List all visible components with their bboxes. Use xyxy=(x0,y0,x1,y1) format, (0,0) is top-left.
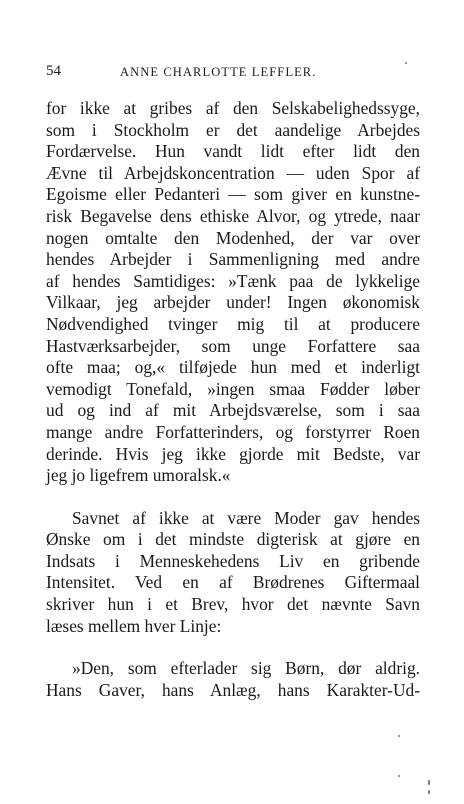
text-line: risk Begavelse dens ethiske Alvor, og ytrede, naar xyxy=(46,205,420,226)
text-line: derinde. Hvis jeg ikke gjorde mit Bedste, var xyxy=(46,443,420,464)
body-text xyxy=(46,98,420,701)
text-line: læses mellem hver Linje: xyxy=(46,615,222,636)
text-line: Fordærvelse. Hun vandt lidt efter lidt den xyxy=(46,141,420,162)
text-line: ud og ind af mit Arbejdsværelse, som i saa xyxy=(46,400,420,421)
text-line: Intensitet. Ved en af Brødrenes Giftermaal xyxy=(46,572,420,593)
text-line: jeg jo ligefrem umoralsk.« xyxy=(46,465,231,486)
running-head: ANNE CHARLOTTE LEFFLER. xyxy=(120,65,317,79)
paragraph xyxy=(46,508,420,638)
text-line: vemodigt Tonefald, »ingen smaa Fødder løber xyxy=(46,378,420,399)
text-line: Ævne til Arbejdskoncentration — uden Spor af xyxy=(46,162,420,183)
paper-speck xyxy=(428,790,430,794)
page-header xyxy=(46,62,420,84)
text-line: Hans Gaver, hans Anlæg, hans Karakter-Ud- xyxy=(46,679,420,700)
paper-speck xyxy=(405,62,407,64)
text-line: mange andre Forfatterinders, og forstyrrer Roen xyxy=(46,421,420,442)
paper-speck xyxy=(398,775,400,777)
paper-speck xyxy=(428,780,430,785)
text-line: Vilkaar, jeg arbejder under! Ingen økonomisk xyxy=(46,292,420,313)
text-line: hendes Arbejder i Sammenligning med andre xyxy=(46,249,420,270)
text-line: Hastværksarbejder, som unge Forfattere saa xyxy=(46,335,420,356)
text-line: Indsats i Menneskehedens Liv en gribende xyxy=(46,550,420,571)
text-line: som i Stockholm er det aandelige Arbejdes xyxy=(46,119,420,140)
page-number: 54 xyxy=(46,63,61,79)
text-line: skriver hun i et Brev, hvor det nævnte Savn xyxy=(46,594,420,615)
text-line: for ikke at gribes af den Selskabelighedssyge, xyxy=(46,98,420,118)
text-line: »Den, som efterlader sig Børn, dør aldrig. xyxy=(72,658,420,679)
text-line: ofte maa; og,« tilføjede hun med et inderligt xyxy=(46,357,420,378)
text-line: nogen omtalte den Modenhed, der var over xyxy=(46,227,420,248)
paragraph-gap xyxy=(46,487,420,508)
paragraph xyxy=(46,658,420,701)
text-line: Savnet af ikke at være Moder gav hendes xyxy=(72,507,420,528)
text-line: Ønske om i det mindste digterisk at gjøre en xyxy=(46,529,420,550)
paper-speck xyxy=(398,735,400,737)
paragraph-gap xyxy=(46,637,420,658)
text-line: Nødvendighed tvinger mig til at producere xyxy=(46,313,420,334)
paragraph xyxy=(46,98,420,487)
text-line: af hendes Samtidiges: »Tænk paa de lykkelige xyxy=(46,270,420,291)
text-line: Egoisme eller Pedanteri — som giver en kunstne- xyxy=(46,184,420,205)
